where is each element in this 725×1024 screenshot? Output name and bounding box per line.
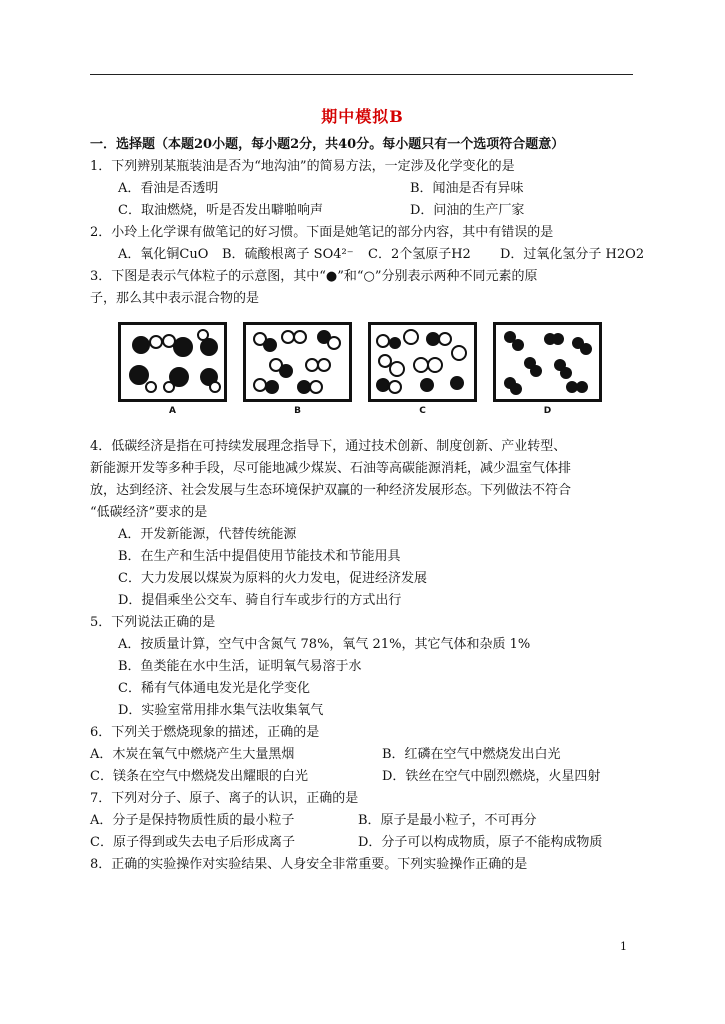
question-2-stem: 2．小玲上化学课有做笔记的好习惯。下面是她笔记的部分内容，其中有错误的是 [90, 225, 554, 240]
question-2-option-a: A．氧化铜CuO [118, 247, 209, 262]
section-heading: 一．选择题（本题20小题，每小题2分，共40分。每小题只有一个选项符合题意） [90, 137, 565, 152]
question-4-option-c: C．大力发展以煤炭为原料的火力发电，促进经济发展 [118, 571, 427, 586]
particle-box-c [368, 322, 477, 402]
question-8-stem: 8．正确的实验操作对实验结果、人身安全非常重要。下列实验操作正确的是 [90, 857, 528, 872]
question-1-option-c: C．取油燃烧，听是否发出噼啪响声 [118, 203, 323, 218]
question-5-option-b: B．鱼类能在水中生活，证明氧气易溶于水 [118, 659, 362, 674]
question-4-stem-line-2: 新能源开发等多种手段，尽可能地减少煤炭、石油等高碳能源消耗，减少温室气体排 [90, 461, 572, 476]
question-2-option-c: C．2个氢原子H2 [368, 247, 471, 262]
question-5-option-c: C．稀有气体通电发光是化学变化 [118, 681, 310, 696]
particle-box-b [243, 322, 352, 402]
question-6-option-b: B．红磷在空气中燃烧发出白光 [382, 747, 561, 762]
question-4-stem-line-1: 4．低碳经济是指在可持续发展理念指导下，通过技术创新、制度创新、产业转型、 [90, 439, 567, 454]
question-4-option-a: A．开发新能源，代替传统能源 [118, 527, 297, 542]
question-6-option-d: D．铁丝在空气中剧烈燃烧，火星四射 [382, 769, 601, 784]
question-7-stem: 7．下列对分子、原子、离子的认识，正确的是 [90, 791, 359, 806]
particle-box-d [493, 322, 602, 402]
question-1-option-d: D．问油的生产厂家 [410, 203, 525, 218]
question-1-option-a: A．看油是否透明 [118, 181, 219, 196]
particle-figure [118, 322, 603, 418]
question-4-stem-line-4: “低碳经济”要求的是 [90, 505, 208, 520]
question-3-stem-line-1: 3．下图是表示气体粒子的示意图，其中“●”和“○”分别表示两种不同元素的原 [90, 269, 538, 284]
page-title: 期中模拟B [321, 107, 404, 126]
question-1-stem: 1．下列辨别某瓶装油是否为“地沟油”的简易方法，一定涉及化学变化的是 [90, 159, 515, 174]
question-6-option-a: A．木炭在氧气中燃烧产生大量黑烟 [90, 747, 295, 762]
question-7-option-d: D．分子可以构成物质，原子不能构成物质 [358, 835, 603, 850]
question-5-option-d: D．实验室常用排水集气法收集氧气 [118, 703, 324, 718]
figure-label-d: D [543, 406, 552, 416]
figure-label-b: B [294, 406, 301, 416]
question-4-option-d: D．提倡乘坐公交车、骑自行车或步行的方式出行 [118, 593, 402, 608]
question-4-option-b: B．在生产和生活中提倡使用节能技术和节能用具 [118, 549, 401, 564]
question-5-stem: 5．下列说法正确的是 [90, 615, 216, 630]
question-7-option-c: C．原子得到或失去电子后形成离子 [90, 835, 295, 850]
question-7-option-a: A．分子是保持物质性质的最小粒子 [90, 813, 295, 828]
page-number: 1 [620, 940, 627, 953]
particle-box-a [118, 322, 227, 402]
question-5-option-a: A．按质量计算，空气中含氮气 78%，氧气 21%，其它气体和杂质 1% [118, 637, 531, 652]
figure-label-a: A [169, 406, 176, 416]
figure-label-c: C [419, 406, 426, 416]
question-7-option-b: B．原子是最小粒子，不可再分 [358, 813, 537, 828]
question-3-stem-line-2: 子，那么其中表示混合物的是 [90, 291, 260, 306]
question-6-option-c: C．镁条在空气中燃烧发出耀眼的白光 [90, 769, 308, 784]
question-2-option-d: D．过氧化氢分子 H2O2 [500, 247, 645, 262]
question-6-stem: 6．下列关于燃烧现象的描述，正确的是 [90, 725, 320, 740]
question-2-option-b: B．硫酸根离子 SO4²⁻ [222, 247, 354, 262]
question-1-option-b: B．闻油是否有异味 [410, 181, 524, 196]
header-rule [90, 74, 633, 75]
question-4-stem-line-3: 放，达到经济、社会发展与生态环境保护双赢的一种经济发展形态。下列做法不符合 [90, 483, 572, 498]
